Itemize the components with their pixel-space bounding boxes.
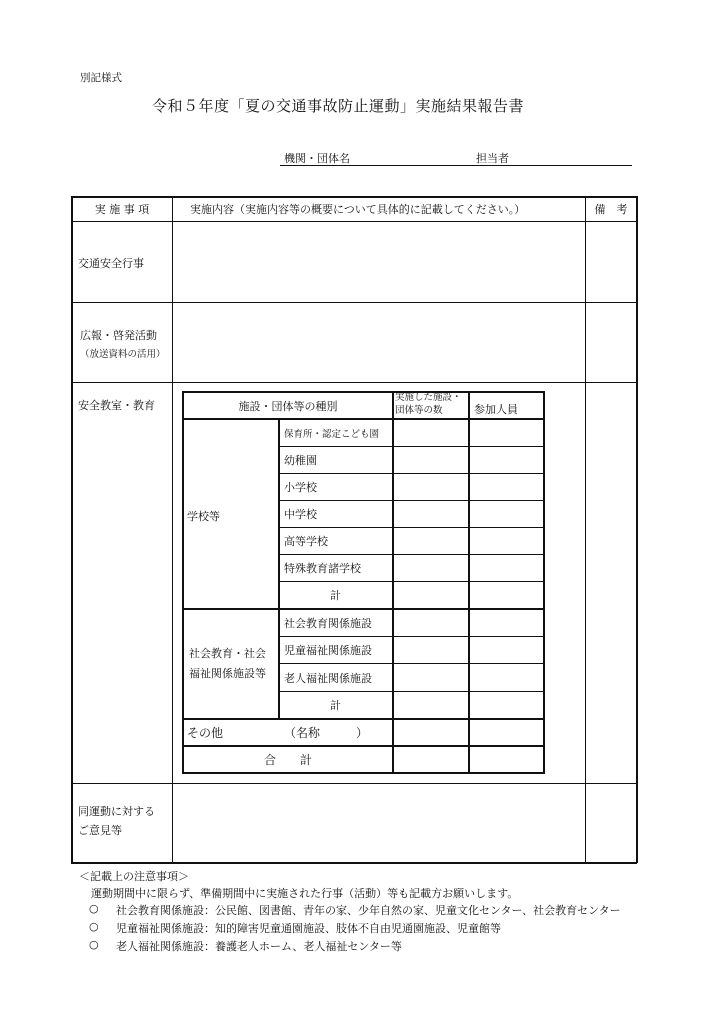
column-divider-remarks — [585, 196, 586, 863]
social-group-label: 社会教育・社会 — [189, 647, 266, 660]
row-label-pr: 広報・啓発活動 — [80, 329, 157, 342]
notes-item: 老人福祉関係施設：養護老人ホーム、老人福祉センター等 — [116, 940, 402, 953]
notes-item: 社会教育関係施設：公民館、図書館、青年の家、少年自然の家、児童文化センター、社会教育センター — [116, 904, 621, 917]
school-item-label: 保育所・認定こども園 — [284, 429, 380, 440]
inner-participants-divider — [468, 391, 470, 774]
row-label-pr-sub: （放送資料の活用） — [80, 349, 166, 360]
inner-header-participants: 参加人員 — [474, 403, 518, 416]
column-divider-content — [172, 196, 173, 863]
school-row-line — [279, 446, 544, 447]
school-item-label: 幼稚園 — [284, 454, 317, 467]
notes-line: 運動期間中に限らず、準備期間中に実施された行事（活動）等も記載方お願いします。 — [91, 887, 519, 900]
social-subtotal-label: 計 — [330, 699, 341, 712]
total-label: 合 計 — [263, 753, 312, 767]
org-label: 機関・団体名 — [284, 152, 350, 165]
table-border-left — [71, 196, 73, 863]
page-title: 令和５年度「夏の交通事故防止運動」実施結果報告書 — [152, 97, 525, 115]
row-label-opinion-sub: ご意見等 — [78, 824, 122, 837]
inner-header-count-line2: 団体等の数 — [395, 405, 443, 416]
header-item: 実 施 事 項 — [94, 203, 150, 216]
school-row-line — [279, 500, 544, 501]
table-border-right — [636, 196, 638, 863]
circle-bullet-icon: ○ — [89, 938, 99, 951]
other-label: その他 — [187, 726, 224, 740]
row-divider-header — [71, 221, 637, 222]
row-divider-pr — [71, 382, 637, 383]
row-label-opinion: 同運動に対する — [78, 805, 155, 818]
school-item-label: 特殊教育諸学校 — [284, 562, 361, 575]
school-item-label: 高等学校 — [284, 535, 328, 548]
circle-bullet-icon: ○ — [89, 902, 99, 915]
social-item-label: 児童福祉関係施設 — [284, 644, 372, 657]
inner-count-divider — [392, 391, 394, 774]
inner-border-left — [182, 391, 184, 774]
inner-header-count-line1: 実施した施設・ — [395, 392, 462, 403]
inner-border-right — [543, 391, 545, 774]
row-label-traffic-event: 交通安全行事 — [78, 257, 144, 270]
inner-header-count — [395, 391, 462, 417]
social-item-label: 老人福祉関係施設 — [284, 671, 372, 685]
inner-border-bottom — [182, 772, 545, 774]
row-label-safety-class: 安全教室・教育 — [78, 399, 155, 412]
social-group-label-line2: 福祉関係施設等 — [189, 667, 266, 680]
inner-header-type: 施設・団体等の種別 — [238, 399, 338, 413]
social-item-label: 社会教育関係施設 — [284, 617, 372, 630]
school-subtotal-label: 計 — [330, 589, 341, 602]
circle-bullet-icon: ○ — [89, 920, 99, 933]
school-group-label: 学校等 — [187, 510, 220, 523]
row-divider-traffic — [71, 302, 637, 303]
person-label: 担当者 — [476, 152, 509, 165]
other-name: （名称 ） — [284, 726, 369, 740]
table-border-bottom — [71, 862, 637, 864]
school-item-label: 小学校 — [284, 481, 317, 494]
signature-underline — [280, 165, 632, 166]
notes-heading: ＜記載上の注意事項＞ — [79, 870, 189, 883]
school-row-line — [279, 473, 544, 474]
header-content: 実施内容（実施内容等の概要について具体的に記載してください。） — [190, 203, 526, 216]
row-divider-safety — [71, 783, 637, 784]
notes-item: 児童福祉関係施設：知的障害児童通園施設、肢体不自由児通園施設、児童館等 — [116, 922, 501, 935]
inner-group-divider — [278, 419, 280, 719]
form-label: 別記様式 — [80, 72, 122, 84]
school-item-label: 中学校 — [284, 508, 317, 521]
header-remarks: 備 考 — [594, 203, 628, 216]
